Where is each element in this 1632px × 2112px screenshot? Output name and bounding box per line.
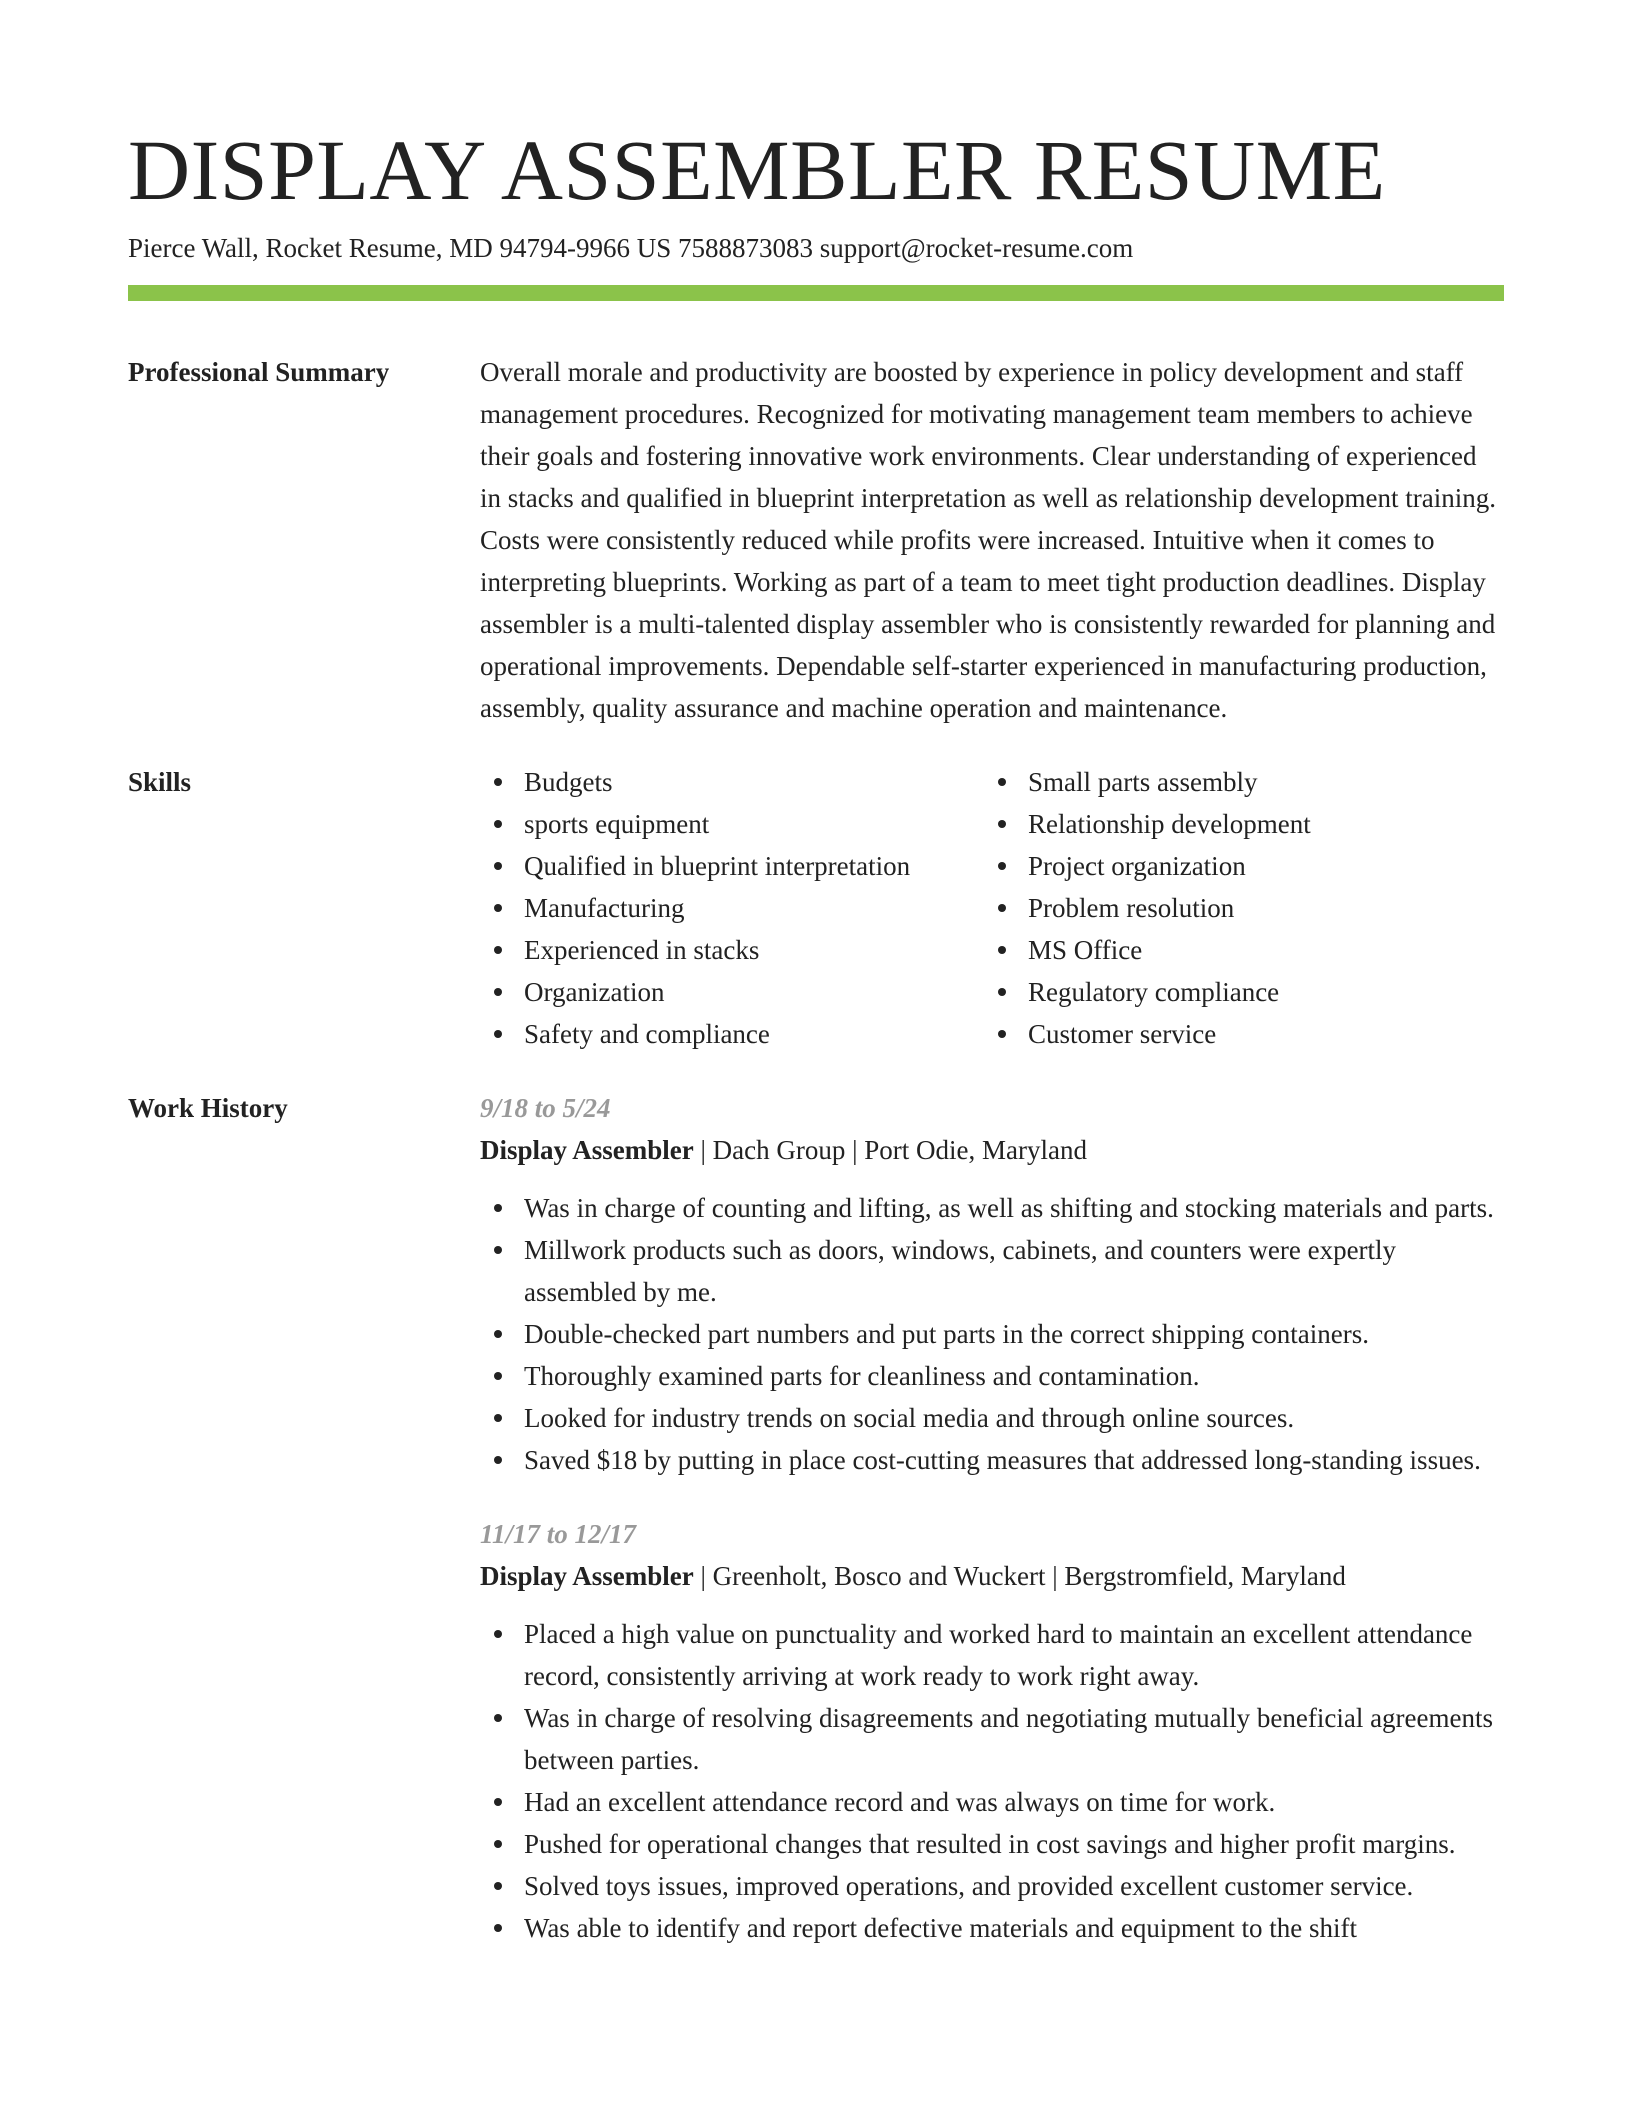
skills-list-right	[984, 761, 1311, 1055]
skill-item: Small parts assembly	[984, 761, 1311, 803]
job-bullet: Was able to identify and report defective materials and equipment to the shift	[480, 1907, 1504, 1949]
skill-item: Safety and compliance	[480, 1013, 984, 1055]
resume-title: DISPLAY ASSEMBLER RESUME	[128, 122, 1386, 218]
skill-item: Relationship development	[984, 803, 1311, 845]
job-bullet: Had an excellent attendance record and was always on time for work.	[480, 1781, 1504, 1823]
section-label-work-history: Work History	[128, 1093, 288, 1123]
contact-email: support@rocket-resume.com	[819, 233, 1134, 263]
contact-country: US	[636, 233, 672, 263]
job-title: Display Assembler	[480, 1135, 694, 1165]
job-bullet: Double-checked part numbers and put parts in the correct shipping containers.	[480, 1313, 1504, 1355]
skills-list-left	[480, 761, 984, 1055]
header-divider	[128, 285, 1504, 301]
summary-section	[128, 351, 1504, 729]
contact-name: Pierce Wall,	[128, 233, 259, 263]
job-title: Display Assembler	[480, 1561, 694, 1591]
job-heading	[480, 1555, 1504, 1597]
contact-state-zip: MD 94794-9966	[449, 233, 630, 263]
job-bullet: Pushed for operational changes that resulted in cost savings and higher profit margins.	[480, 1823, 1504, 1865]
job-entry	[480, 1513, 1504, 1949]
job-bullets	[480, 1613, 1504, 1949]
skill-item: Experienced in stacks	[480, 929, 984, 971]
work-history-section	[128, 1087, 1504, 1981]
job-bullet: Millwork products such as doors, windows, cabinets, and counters were expertly assembled by me.	[480, 1229, 1504, 1313]
skill-item: Problem resolution	[984, 887, 1311, 929]
section-label-summary: Professional Summary	[128, 357, 390, 387]
contact-company: Rocket Resume,	[265, 233, 443, 263]
skills-section	[128, 761, 1504, 1055]
job-bullet: Thoroughly examined parts for cleanliness and contamination.	[480, 1355, 1504, 1397]
job-entry	[480, 1087, 1504, 1481]
job-bullet: Saved $18 by putting in place cost-cutting measures that addressed long-standing issues.	[480, 1439, 1504, 1481]
skill-item: Project organization	[984, 845, 1311, 887]
job-heading	[480, 1129, 1504, 1171]
job-bullet: Was in charge of resolving disagreements and negotiating mutually beneficial agreements between parties.	[480, 1697, 1504, 1781]
summary-text: Overall morale and productivity are boosted by experience in policy development and staff management procedures. Recognized for motivating management team members to achieve their goals and fostering innovative work environments. Clear understanding of experienced in stacks and qualified in blueprint interpretation as well as relationship development training. Costs were consistently reduced while profits were increased. Intuitive when it comes to interpreting blueprints. Working as part of a team to meet tight production deadlines. Display assembler is a multi-talented display assembler who is consistently rewarded for planning and operational improvements. Dependable self-starter experienced in manufacturing production, assembly, quality assurance and machine operation and maintenance.	[480, 357, 1496, 723]
skill-item: Manufacturing	[480, 887, 984, 929]
job-bullet: Was in charge of counting and lifting, as well as shifting and stocking materials and parts.	[480, 1187, 1504, 1229]
skills-grid	[480, 761, 1504, 1055]
job-details: | Greenholt, Bosco and Wuckert | Bergstromfield, Maryland	[693, 1561, 1346, 1591]
job-bullet: Looked for industry trends on social media and through online sources.	[480, 1397, 1504, 1439]
skills-body	[480, 761, 1504, 1055]
job-bullets	[480, 1187, 1504, 1481]
work-history-body	[480, 1087, 1504, 1981]
skill-item: Budgets	[480, 761, 984, 803]
contact-phone: 7588873083	[678, 233, 814, 263]
job-details: | Dach Group | Port Odie, Maryland	[693, 1135, 1087, 1165]
job-dates: 9/18 to 5/24	[480, 1093, 611, 1123]
section-label-skills: Skills	[128, 767, 192, 797]
skill-item: Regulatory compliance	[984, 971, 1311, 1013]
skill-item: sports equipment	[480, 803, 984, 845]
skill-item: Organization	[480, 971, 984, 1013]
skill-item: MS Office	[984, 929, 1311, 971]
skill-item: Customer service	[984, 1013, 1311, 1055]
job-bullet: Solved toys issues, improved operations, and provided excellent customer service.	[480, 1865, 1504, 1907]
contact-line	[128, 230, 1504, 266]
job-bullet: Placed a high value on punctuality and worked hard to maintain an excellent attendance record, consistently arriving at work ready to work right away.	[480, 1613, 1504, 1697]
job-dates: 11/17 to 12/17	[480, 1519, 637, 1549]
skill-item: Qualified in blueprint interpretation	[480, 845, 984, 887]
resume-page	[128, 118, 1504, 1981]
